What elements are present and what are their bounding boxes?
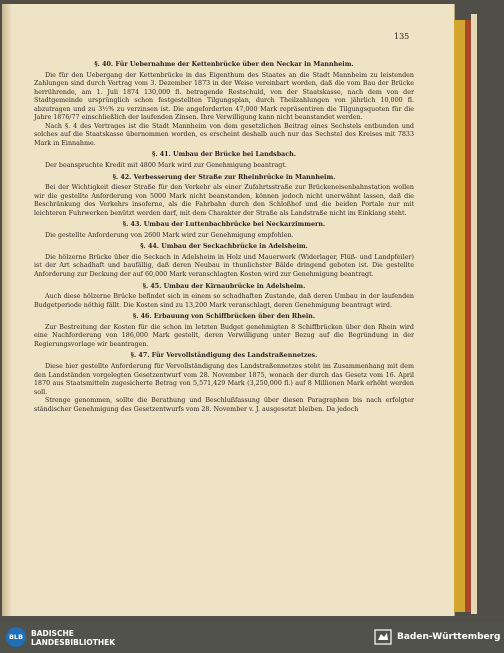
section-heading: §. 47. Für Vervollständigung des Landstraßennetzes. (130, 352, 318, 360)
blb-logo-icon[interactable]: BLB (6, 627, 26, 647)
body-paragraph: Strenge genommen, sollte die Berathung und Beschlußfassung über diesen Paragraphen bis nach erfolgter ständischer Genehmigung des Gesetzentwurfs vom 28. November v. J. ausgesetzt bleiben. Da jedoch (34, 397, 414, 413)
blb-line-1: BADISCHE (31, 629, 74, 638)
baden-wuerttemberg-label[interactable]: Baden-Württemberg (397, 632, 501, 642)
section-heading: §. 45. Umbau der Kirnaubrücke in Adelsheim. (142, 282, 306, 290)
body-paragraph: Bei der Wichtigkeit dieser Straße für den Verkehr als einer Zufahrtsstraße zur Brückeneisenbahnstation wollen wir die gestellte Anforderung von 5000 Mark nicht beanstanden, können jedoch nicht unerwähnt lassen, daß die Beschränkung des Verkehrs insoferne, als die Fahrbahn durch den Schloßhof und die beiden Portale nur mit leichteren Fuhrwerken benützt werden darf, mit dem Charakter der Straße als Landstraße nicht im Einklang steht. (34, 184, 414, 217)
viewer-footer (0, 622, 504, 653)
section-heading: §. 42. Verbesserung der Straße zur Rheinbrücke in Mannheim. (112, 173, 336, 181)
body-paragraph: Die hölzerne Brücke über die Seckach in Adelsheim in Holz und Mauerwerk (Widerlager, Flüß- und Landpfeiler) ist der Art schadhaft und baufällig, daß deren Neubau in thunlichster Bälde dringend geboten ist. Die gestellte Anforderung zur Deckung der auf 60,000 Mark veranschlagten Kosten wird zur Genehmigung beantragt. (34, 253, 414, 279)
blb-line-2: LANDESBIBLIOTHEK (31, 638, 116, 647)
section-heading: §. 40. Für Uebernahme der Kettenbrücke über den Neckar in Mannheim. (94, 61, 354, 68)
blb-library-name[interactable] (31, 629, 115, 647)
body-paragraph: Die für den Uebergang der Kettenbrücke in das Eigenthum des Staates an die Stadt Mannheim zu leistenden Zahlungen sind durch Vertrag vom 3. Dezember 1873 in der Weise vereinbart worden, daß die vom Bau der Brücke herrührende, am 1. Juli 1874 130,000 fl. betragende Restschuld, von der Staatskasse, nach dem von der Stadtgemeinde ursprünglich schon festgestellten Tilgungsplan, durch Theilzahlungen von jährlich 10,000 fl. abzutragen und zu 3½% zu verzinsen ist. Die angeforderten 47,000 Mark repräsentiren die Tilgungsquoten für die Jahre 1876/77 einschließlich der laufenden Zinsen. Ihre Verwilligung kann nicht beanstandet werden. (34, 71, 414, 122)
section-heading: §. 44. Umbau der Seckachbrücke in Adelsheim. (140, 243, 308, 251)
body-paragraph: Die gestellte Anforderung von 2600 Mark wird zur Genehmigung empfohlen. (45, 231, 294, 239)
section-heading: §. 41. Umbau der Brücke bei Landsbach. (152, 151, 296, 159)
body-paragraph: Auch diese hölzerne Brücke befindet sich in einem so schadhaften Zustande, daß deren Umbau in der laufenden Budgetperiode nöthig fällt. Die Kosten sind zu 13,200 Mark veranschlagt, deren Genehmigung beantragt wird. (34, 293, 414, 309)
body-paragraph: Diese hier gestellte Anforderung für Vervollständigung des Landstraßennetzes steht im Zusammenhang mit dem den Landständen vorgelegten Gesetzentwurf vom 28. November 1875, wonach der durch das Gesetz vom 16. April 1870 aus Staatsmitteln zugesicherte Betrag von 5,571,429 Mark (3,250,000 fl.) auf 8 Millionen Mark erhöht werden soll. (34, 362, 414, 396)
page-number: 135 (394, 32, 410, 41)
baden-wuerttemberg-lion-icon (373, 628, 393, 646)
body-paragraph: Der beanspruchte Kredit mit 4800 Mark wird zur Genehmigung beantragt. (45, 162, 287, 170)
body-paragraph: Zur Bestreitung der Kosten für die schon im letzten Budget genehmigten 8 Schiffbrücken über den Rhein wird eine Nachforderung von 186,000 Mark gestellt, deren Verwilligung unter Bezug auf die Begründung in der Regierungsvorlage wir beantragen. (34, 323, 414, 348)
page-text (34, 58, 414, 414)
section-heading: §. 43. Umbau der Luttenbachbrücke bei Neckarzimmern. (122, 221, 326, 229)
page-edge-yellow (454, 20, 465, 612)
book-page (2, 4, 455, 616)
body-paragraph: Nach §. 4 des Vertrages ist die Stadt Mannheim von dem gesetzlichen Beitrag eines Sechstels entbunden und solches auf die Staatskasse übernommen worden, es erscheint deshalb auch nur das Sechstel des Kreises mit 7833 Mark in Einnahme. (34, 122, 414, 147)
page-edge-cream (471, 14, 477, 614)
section-heading: §. 46. Erbauung von Schiffbrücken über den Rhein. (132, 313, 316, 321)
